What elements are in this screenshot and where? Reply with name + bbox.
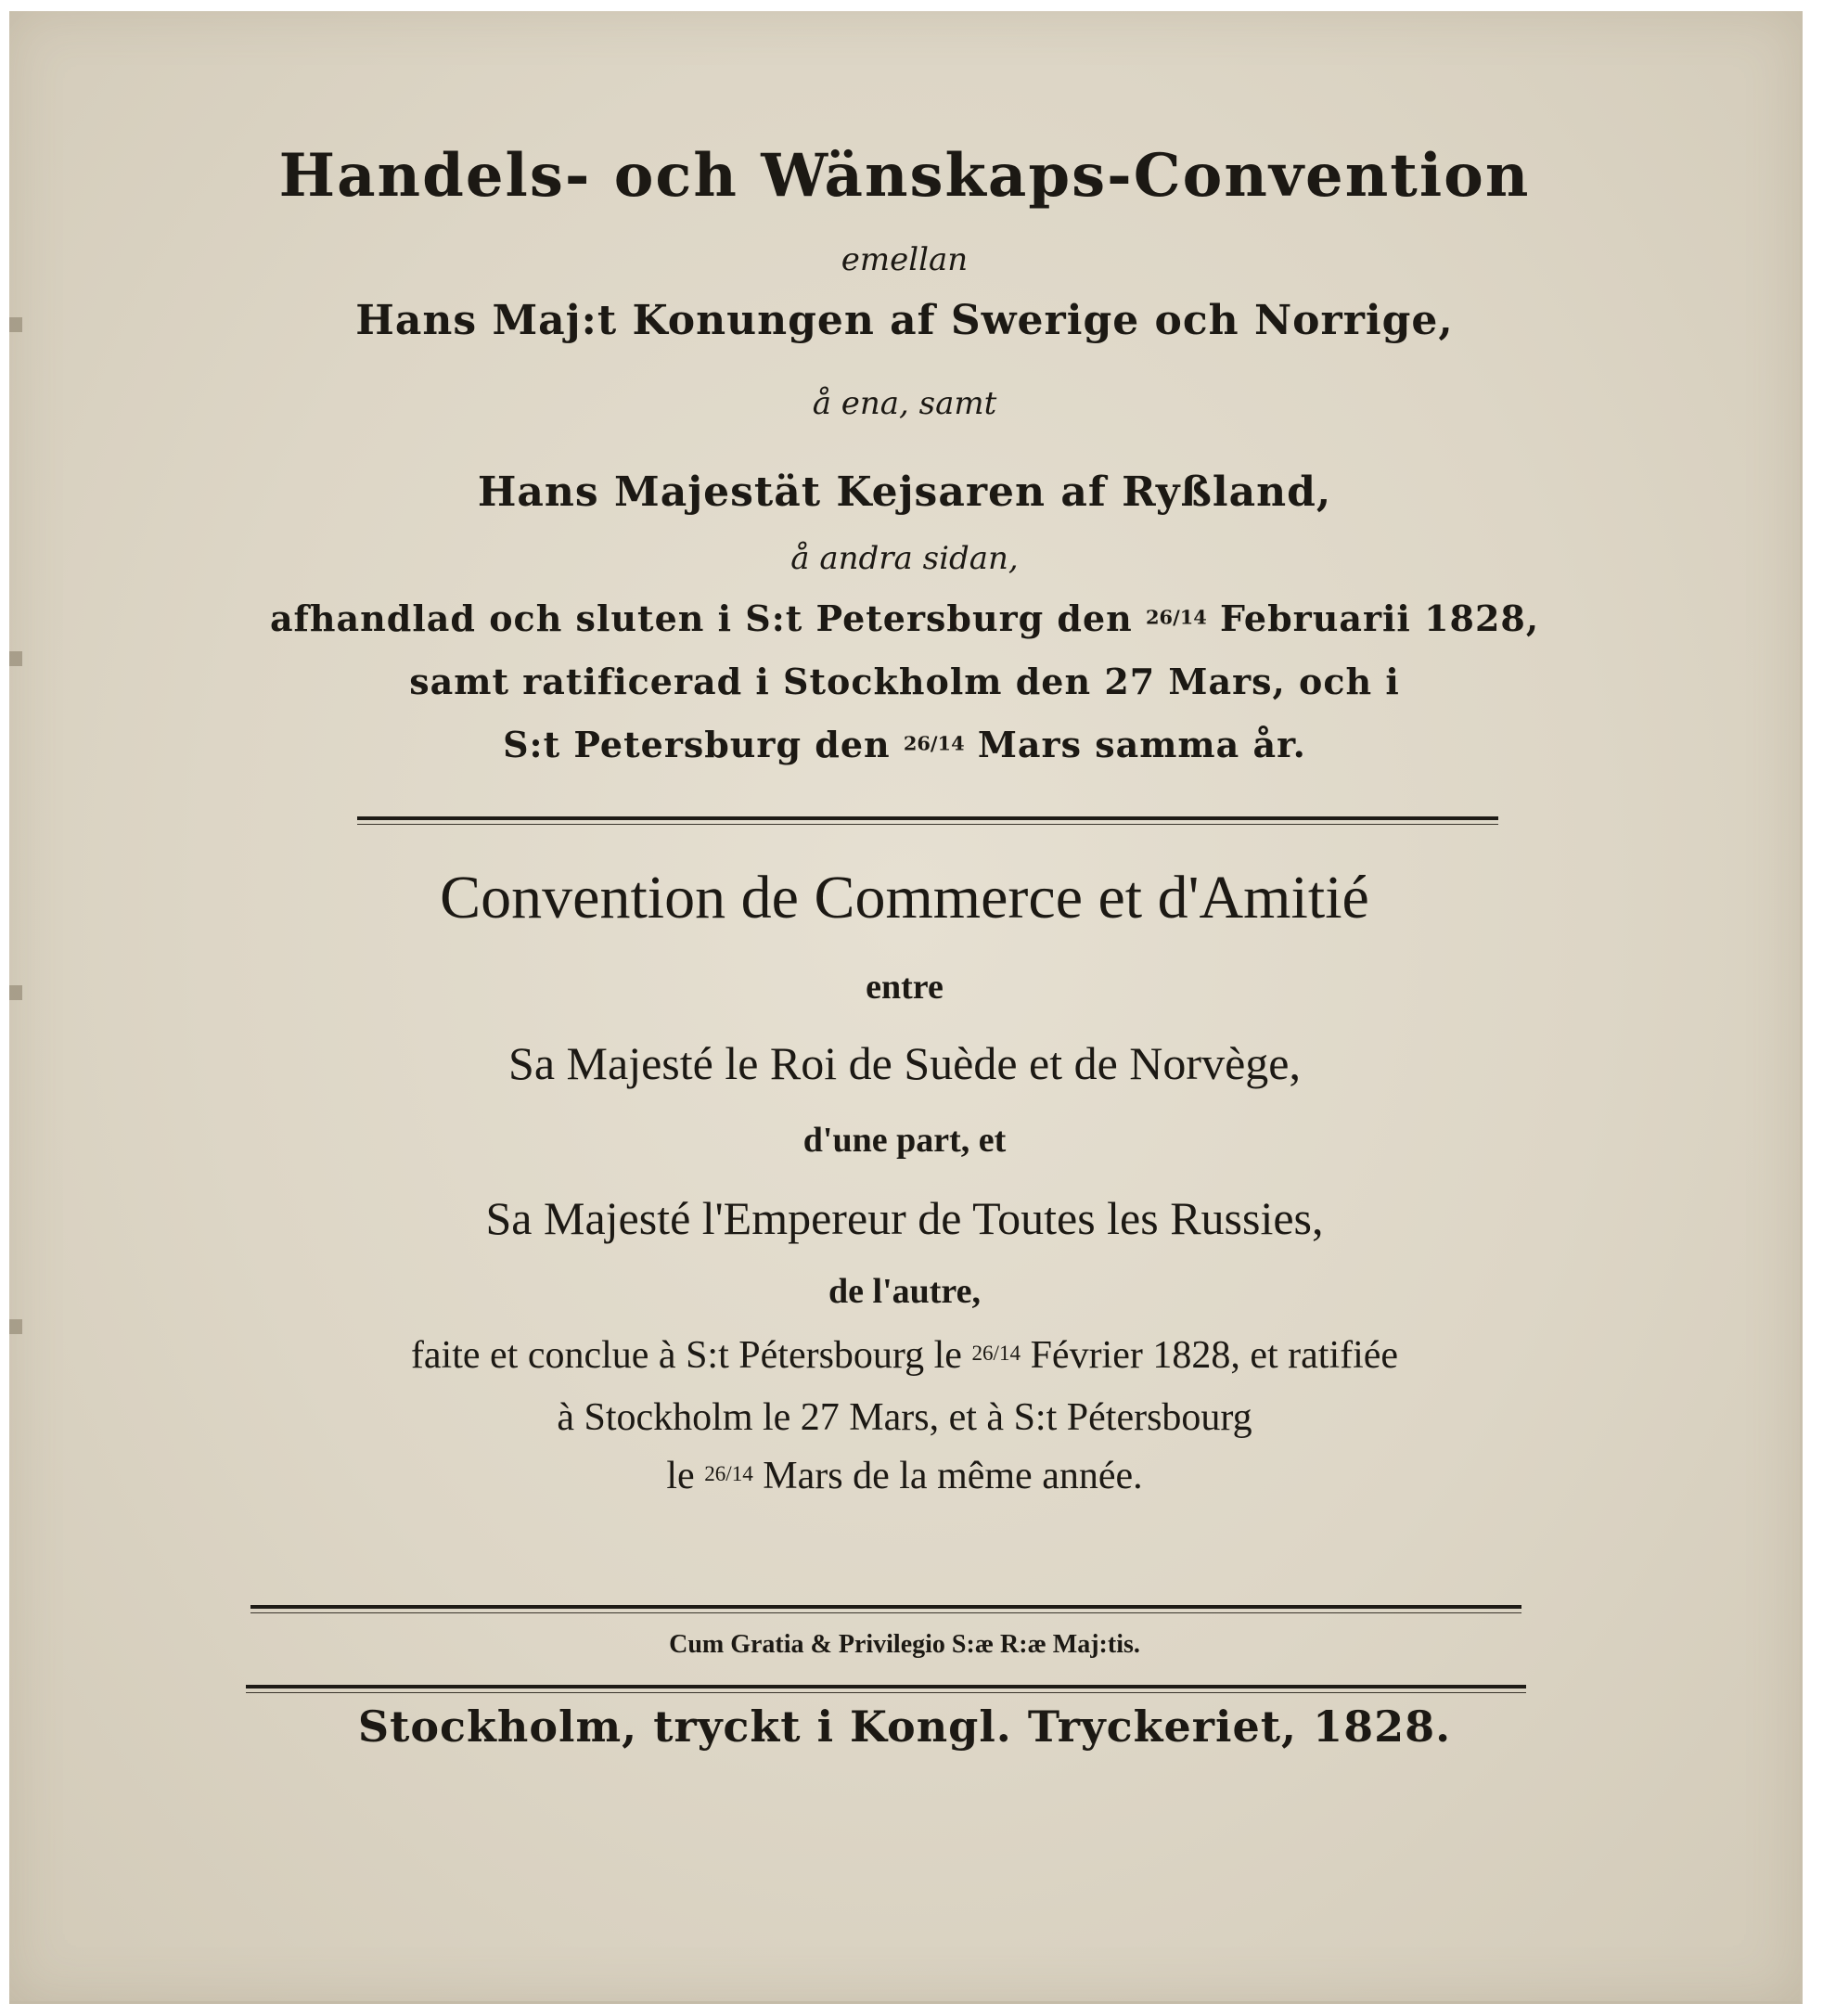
french-de-lautre: de l'autre,: [828, 1272, 981, 1311]
french-party-2: Sa Majesté l'Empereur de Toutes les Russies,: [485, 1192, 1324, 1244]
privilege-line: Cum Gratia & Privilegio S:æ R:æ Maj:tis.: [669, 1630, 1140, 1659]
swedish-emellan: emellan: [841, 241, 969, 278]
divider-rule-bottom: [246, 1685, 1526, 1689]
swedish-a-ena: å ena, samt: [812, 385, 997, 422]
swedish-a-andra: å andra sidan,: [790, 540, 1019, 577]
swedish-party-2: Hans Majestät Kejsaren af Ryßland,: [477, 469, 1332, 516]
divider-rule-top: [357, 816, 1498, 820]
french-dune-part: d'une part, et: [802, 1121, 1007, 1160]
french-line-2: à Stockholm le 27 Mars, et à S:t Pétersbourg: [557, 1396, 1252, 1439]
french-line-3: le 26/14 Mars de la même année.: [666, 1455, 1143, 1497]
french-title: Convention de Commerce et d'Amitié: [440, 864, 1369, 931]
document-page: [9, 11, 1803, 2004]
swedish-line-2: samt ratificerad i Stockholm den 27 Mars, och i: [409, 661, 1400, 702]
swedish-line-1: afhandlad och sluten i S:t Petersburg den 26/14 Februarii 1828,: [269, 597, 1540, 639]
swedish-title: Handels- och Wänskaps-Convention: [278, 141, 1531, 211]
french-party-1: Sa Majesté le Roi de Suède et de Norvège,: [508, 1037, 1301, 1089]
printer-imprint: Stockholm, tryckt i Kongl. Tryckeriet, 1828.: [357, 1701, 1452, 1752]
swedish-party-1: Hans Maj:t Konungen af Swerige och Norrige,: [355, 297, 1454, 344]
divider-rule-middle: [250, 1605, 1521, 1609]
french-entre: entre: [866, 968, 944, 1007]
swedish-line-3: S:t Petersburg den 26/14 Mars samma år.: [503, 724, 1306, 765]
french-line-1: faite et conclue à S:t Pétersbourg le 26/14 Février 1828, et ratifiée: [410, 1334, 1399, 1377]
